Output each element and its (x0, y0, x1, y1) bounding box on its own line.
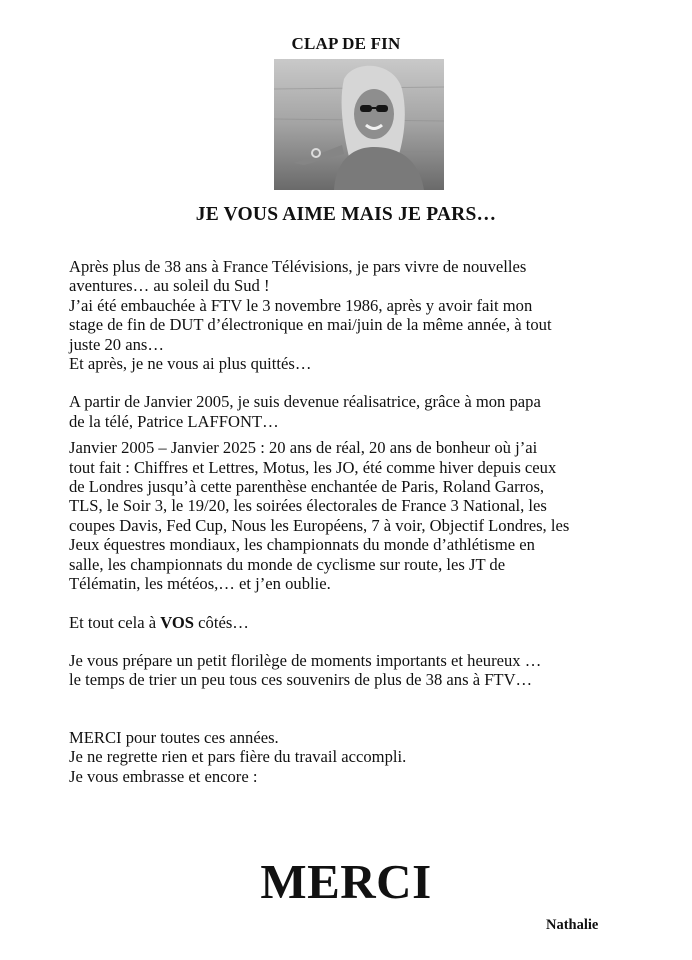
text-line: TLS, le Soir 3, le 19/20, les soirées électorales de France 3 National, les (69, 496, 547, 516)
text-before: Et tout cela à (69, 612, 161, 632)
text-line: tout fait : Chiffres et Lettres, Motus, les JO, été comme hiver depuis ceux (69, 457, 557, 477)
text-line: coupes Davis, Fed Cup, Nous les Européens, 7 à voir, Objectif Londres, les (69, 515, 570, 535)
text-after: côtés… (194, 612, 249, 632)
text-line: J’ai été embauchée à FTV le 3 novembre 1986, après y avoir fait mon (69, 295, 533, 315)
text-line: stage de fin de DUT d’électronique en mai/juin de la même année, à tout (69, 315, 552, 335)
signature: Nathalie (546, 917, 599, 933)
text-line: Je vous embrasse et encore : (69, 766, 258, 786)
text-line: aventures… au soleil du Sud ! (69, 276, 270, 296)
closing-merci: MERCI (260, 854, 432, 909)
text-line: le temps de trier un peu tous ces souvenirs de plus de 38 ans à FTV… (69, 670, 533, 690)
text-line: A partir de Janvier 2005, je suis devenue réalisatrice, grâce à mon papa (69, 392, 541, 412)
text-line: Télématin, les météos,… et j’en oublie. (69, 574, 331, 594)
document-title: CLAP DE FIN (291, 34, 401, 53)
text-line: Je vous prépare un petit florilège de moments importants et heureux … (69, 650, 542, 670)
text-line: Janvier 2005 – Janvier 2025 : 20 ans de réal, 20 ans de bonheur où j’ai (69, 438, 538, 458)
text-line: juste 20 ans… (69, 334, 164, 354)
text-line: Jeux équestres mondiaux, les championnats du monde d’athlétisme en (69, 535, 535, 555)
text-line: salle, les championnats du monde de cyclisme sur route, les JT de (69, 554, 506, 574)
text-line: Et après, je ne vous ai plus quittés… (69, 354, 312, 374)
document-subtitle: JE VOUS AIME MAIS JE PARS… (195, 204, 497, 225)
text-line: MERCI pour toutes ces années. (69, 727, 279, 747)
text-line: de la télé, Patrice LAFFONT… (69, 411, 279, 431)
vos-emphasis: VOS (160, 612, 195, 632)
letter-body (69, 257, 659, 786)
text-line: Après plus de 38 ans à France Télévisions, je pars vivre de nouvelles (69, 257, 527, 276)
text-line-vos (69, 613, 659, 632)
author-photo (274, 59, 444, 190)
text-line: Je ne regrette rien et pars fière du travail accompli. (69, 747, 407, 767)
text-line: de Londres jusqu’à cette parenthèse enchantée de Paris, Roland Garros, (69, 477, 545, 497)
